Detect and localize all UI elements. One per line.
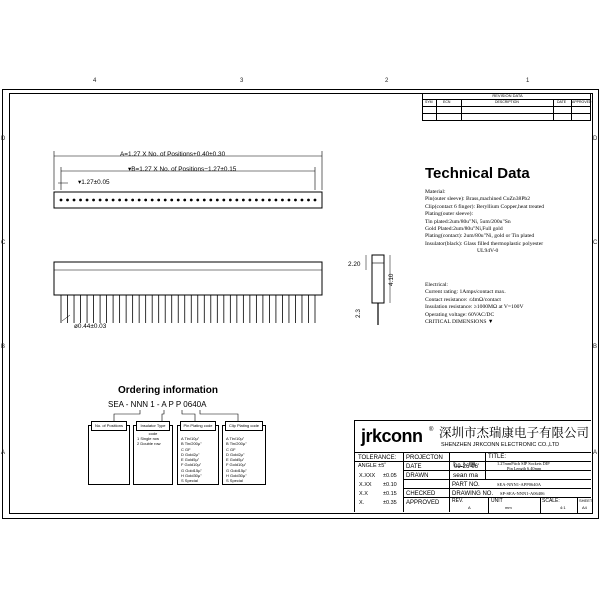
socket-hole <box>73 199 76 202</box>
tolerance-int-label: X. <box>359 500 365 506</box>
part-no-value: SEA-NNN1-APP0640A <box>497 482 542 487</box>
ordering-item: H Gold30µ" <box>181 473 202 479</box>
ordering-box-insulator <box>133 425 173 485</box>
socket-hole <box>203 199 206 202</box>
socket-hole <box>92 199 95 202</box>
revision-table <box>422 93 591 121</box>
registered-mark: ® <box>429 427 434 433</box>
electrical-line: Electrical: <box>425 282 448 288</box>
ordering-item: S Special <box>226 478 243 484</box>
socket-hole <box>164 199 167 202</box>
electrical-line: CRITICAL DIMENSIONS ▼ <box>425 319 494 326</box>
title-label: TITLE: <box>488 454 507 460</box>
company-name-cn: 深圳市杰瑞康电子有限公司 <box>439 425 590 440</box>
socket-hole <box>190 199 193 202</box>
ordering-box-pin-plating-list <box>181 436 215 484</box>
approved-label: APPROVED <box>406 500 440 506</box>
grid-row-c-left: C <box>1 240 6 246</box>
socket-hole <box>301 199 304 202</box>
grid-row-c-right: C <box>593 240 598 246</box>
material-line: Insulator(black): Glass filled thermoplastic polyester <box>425 240 544 247</box>
socket-hole <box>125 199 128 202</box>
technical-material-block <box>425 189 544 256</box>
socket-hole <box>294 199 297 202</box>
tolerance-int-value: ±0.35 <box>383 500 397 506</box>
side-view-pins <box>61 295 315 323</box>
grid-col-4: 4 <box>93 78 97 84</box>
scale-value: 4:1 <box>560 505 566 510</box>
ordering-item: D Gold2µ" <box>181 451 200 457</box>
ordering-title: Ordering information <box>118 385 218 396</box>
revision-header-description: DESCRIPTION <box>495 100 519 104</box>
tolerance-x-label: X.X <box>359 491 368 497</box>
tolerance-x-value: ±0.15 <box>383 491 397 497</box>
revision-title: REVISION DATA <box>492 93 523 98</box>
electrical-line: Contact resistance: ≤4mΩ/contact <box>425 296 501 303</box>
socket-hole <box>144 199 147 202</box>
material-line: Clip(contact 6 finger): Beryllium Copper,heat treated <box>425 203 545 210</box>
socket-hole <box>216 199 219 202</box>
socket-hole <box>196 199 199 202</box>
ordering-code: SEA - NNN 1 - A P P 0640A <box>108 400 207 409</box>
socket-hole <box>268 199 271 202</box>
unit-value: mm <box>505 505 512 510</box>
ordering-item: C GF <box>226 446 236 452</box>
socket-hole <box>288 199 291 202</box>
dimension-pitch-label: ▾1.27±0.05 <box>78 179 110 186</box>
grid-col-3: 3 <box>240 78 244 84</box>
company-logo: jrkconn <box>361 426 423 446</box>
socket-hole <box>275 199 278 202</box>
tolerance-angle: ANGLE ±5˚ <box>358 463 387 469</box>
ordering-item: G Gold15µ" <box>181 467 202 473</box>
ordering-item: E Gold5µ" <box>226 457 245 463</box>
dimension-pin-label: ø0.44±0.03 <box>74 323 107 330</box>
socket-hole <box>177 199 180 202</box>
part-no-label: PART NO. <box>452 482 480 488</box>
socket-hole <box>222 199 225 202</box>
ordering-item: B Tin/200µ" <box>181 441 202 447</box>
revision-header-approved: APPROVED <box>572 100 592 104</box>
technical-data-title: Technical Data <box>425 165 530 182</box>
grid-row-b-left: B <box>1 344 6 350</box>
dimension-b-label: ▾B=1.27 X No. of Positions−1.27±0.15 <box>128 166 237 173</box>
rev-value: A <box>468 505 471 510</box>
sheet-value: A4 <box>582 505 587 510</box>
tolerance-label: TOLERANCE: <box>358 455 397 461</box>
unit-label: UNIT <box>491 498 503 504</box>
material-line: Plating(outer sleeve): <box>425 211 473 218</box>
drawing-no-label: DRAWING NO. <box>452 491 494 497</box>
material-line: Gold Plated:2um/80u"Ni,Full gold <box>425 226 503 233</box>
material-line: Pin(outer sleeve): Brass,machined CuZn38Pb2 <box>425 196 531 203</box>
checked-label: CHECKED <box>406 491 436 497</box>
socket-hole <box>183 199 186 202</box>
tolerance-xx-label: X.XX <box>359 482 372 488</box>
socket-hole <box>151 199 154 202</box>
date-value: 09-26-06' <box>454 464 480 470</box>
grid-row-b-right: B <box>593 344 598 350</box>
tolerance-xx-value: ±0.10 <box>383 482 397 488</box>
socket-hole <box>105 199 108 202</box>
title-block <box>354 420 591 512</box>
socket-hole <box>281 199 284 202</box>
ordering-item: G Gold15µ" <box>226 467 247 473</box>
socket-hole <box>60 199 63 202</box>
ordering-item: S Special <box>181 478 198 484</box>
scale-label: SCALE: <box>542 498 560 504</box>
socket-hole <box>131 199 134 202</box>
ordering-item: A Tin/10µ" <box>181 436 200 441</box>
ordering-box-positions <box>88 425 130 485</box>
ordering-item: 1 Single row <box>137 436 160 441</box>
socket-hole <box>262 199 265 202</box>
title-line-1: 1.27mmPitch SIP Sockets DIP <box>497 461 550 466</box>
socket-hole <box>157 199 160 202</box>
socket-hole <box>307 199 310 202</box>
socket-hole <box>86 199 89 202</box>
ordering-box-positions-header: No. of Positions <box>91 421 127 431</box>
ordering-box-clip-plating <box>222 425 266 485</box>
revision-header-ecn: ECN <box>443 100 451 104</box>
grid-row-d-left: D <box>1 136 6 142</box>
material-line: Plating(contact): 2um/80u"Ni, gold or Tin plated <box>425 233 535 240</box>
tolerance-xxx-label: X.XXX <box>359 473 376 479</box>
date-label: DATE <box>406 464 422 470</box>
socket-hole <box>170 199 173 202</box>
socket-hole <box>314 199 317 202</box>
ordering-item: F Gold10µ" <box>226 462 247 468</box>
electrical-line: Insulation resistance: ≥1000MΩ at V=100V <box>425 304 524 311</box>
drawn-label: DRAWN <box>406 473 429 479</box>
projection-label: PROJECTON <box>406 455 443 461</box>
socket-hole <box>255 199 258 202</box>
rev-label: REV. <box>452 498 464 504</box>
tolerance-xxx-value: ±0.05 <box>383 473 397 479</box>
drawn-value: sean ma <box>453 472 478 479</box>
drawing-no-value: SP-SEA-NNN1-A06406 <box>500 491 545 496</box>
socket-hole <box>79 199 82 202</box>
ordering-item: D Gold2µ" <box>226 451 245 457</box>
socket-hole <box>209 199 212 202</box>
electrical-line: Operating voltage: 60VAC/DC <box>425 311 495 318</box>
electrical-line: Current rating: 1Amps/contact max. <box>425 289 506 296</box>
ordering-box-pin-plating-header: Pin Plating code <box>180 421 216 431</box>
ordering-box-clip-plating-header: Clip Plating code <box>225 421 263 431</box>
socket-hole <box>229 199 232 202</box>
ordering-box-pin-plating <box>177 425 219 485</box>
ordering-item: B Tin/200µ" <box>226 441 247 447</box>
grid-row-a-right: A <box>593 450 598 456</box>
material-line: UL94V-0 <box>477 248 499 255</box>
company-name-en: SHENZHEN JRKCONN ELECTRONIC CO.,LTD <box>441 442 560 448</box>
grid-col-2: 2 <box>385 78 389 84</box>
ordering-box-insulator-header: Insulator Type code <box>136 421 170 431</box>
revision-header-sym: SYM <box>425 100 433 104</box>
socket-hole <box>248 199 251 202</box>
revision-header-date: DATE <box>557 100 567 104</box>
ordering-box-clip-plating-list <box>226 436 262 484</box>
ordering-item: E Gold5µ" <box>181 457 200 463</box>
ordering-item: 2 Double row <box>137 441 161 447</box>
socket-hole <box>112 199 115 202</box>
socket-hole <box>118 199 121 202</box>
grid-col-1: 1 <box>526 78 530 84</box>
connector-side-body <box>54 262 322 295</box>
projection-symbol-icon <box>452 454 482 460</box>
ordering-item: C GF <box>181 446 191 452</box>
socket-hole <box>66 199 69 202</box>
technical-electrical-block <box>425 282 524 326</box>
ordering-item: F Gold10µ" <box>181 462 202 468</box>
socket-hole <box>99 199 102 202</box>
connector-end-view <box>372 255 384 303</box>
socket-hole <box>138 199 141 202</box>
ordering-item: H Gold30µ" <box>226 473 247 479</box>
dimension-220-label: 2.20 <box>348 261 361 268</box>
grid-row-d-right: D <box>593 136 598 142</box>
grid-row-a-left: A <box>1 450 6 456</box>
dimension-23-label: 2.3 <box>355 309 362 318</box>
sheet-label: SHEET <box>579 498 593 503</box>
material-line: Material: <box>425 189 446 195</box>
socket-hole <box>235 199 238 202</box>
dimension-410-label: 4.10 <box>388 273 395 286</box>
ordering-item: A Tin/10µ" <box>226 436 245 441</box>
dimension-a-label: A=1.27 X No. of Positions+0.40±0.30 <box>120 151 226 158</box>
title-line-2: Pin Length 6.40mm <box>507 466 542 471</box>
material-line: Tin plated:2um/80u"Ni, 5um/200u"Sn <box>425 218 511 225</box>
socket-hole <box>242 199 245 202</box>
